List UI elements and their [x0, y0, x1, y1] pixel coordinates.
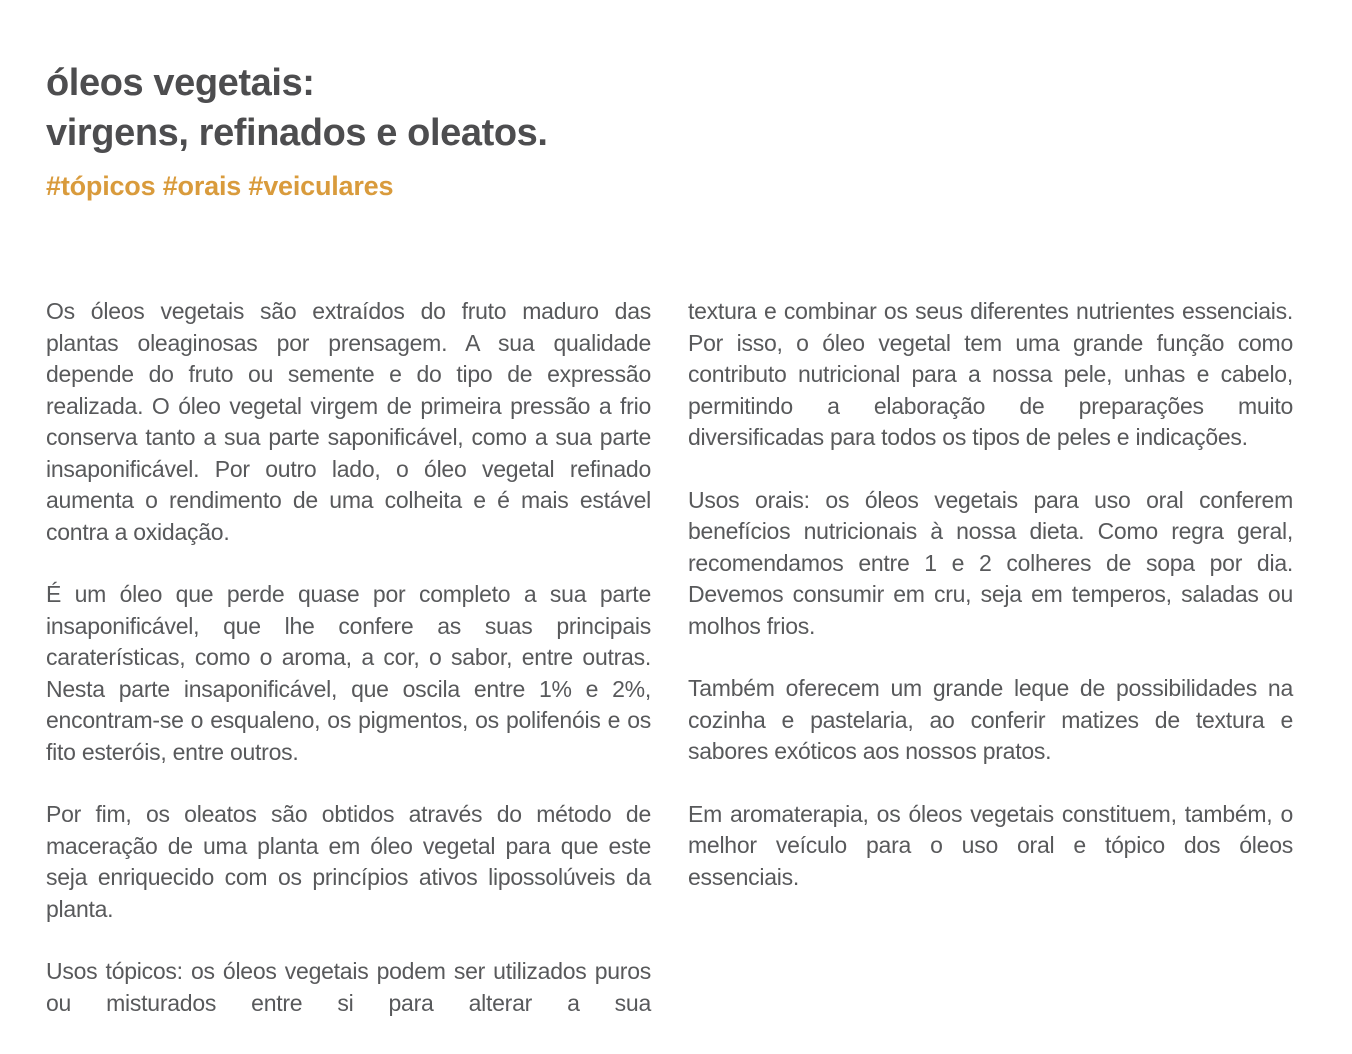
paragraph-oils-extraction: Os óleos vegetais são extraídos do fruto maduro das plantas oleaginosas por prensagem. A sua qualidade depende do fruto ou semente e do tipo de expressão realizada. O óleo vegetal virgem de primeira pressão a frio conserva tanto a sua parte saponificável, como a sua parte insaponificável. Por outro lado, o óleo vegetal refinado aumenta o rendimento de uma colheita e é mais estável contra a oxidação.	[46, 298, 651, 545]
page-title	[46, 58, 548, 158]
column-right	[688, 296, 1293, 1019]
column-left	[46, 296, 651, 1019]
hashtag-line: #tópicos #orais #veiculares	[46, 171, 394, 201]
paragraph-unsaponifiable: É um óleo que perde quase por completo a sua parte insaponificável, que lhe confere as suas principais caraterísticas, como o aroma, a cor, o sabor, entre outras. Nesta parte insaponificável, que oscila entre 1% e 2%, encontram-se o esqualeno, os pigmentos, os polifenóis e os fito esteróis, entre outros.	[46, 581, 651, 765]
paragraph-cooking: Também oferecem um grande leque de possibilidades na cozinha e pastelaria, ao conferir matizes de textura e sabores exóticos aos nossos pratos.	[688, 675, 1293, 764]
article-header	[46, 58, 548, 202]
paragraph-aromatherapy: Em aromaterapia, os óleos vegetais constituem, também, o melhor veículo para o uso oral e tópico dos óleos essenciais.	[688, 800, 1293, 890]
article-body	[46, 296, 1293, 1019]
page-title-line-2: virgens, refinados e oleatos.	[46, 112, 548, 154]
page-title-line-1: óleos vegetais:	[46, 62, 315, 104]
paragraph-topical-uses-start: Usos tópicos: os óleos vegetais podem ser utilizados puros ou misturados entre si para alterar a sua	[46, 958, 651, 1016]
paragraph-oleates: Por fim, os oleatos são obtidos através do método de maceração de uma planta em óleo vegetal para que este seja enriquecido com os princípios ativos lipossolúveis da planta.	[46, 801, 651, 922]
paragraph-topical-uses-continued: textura e combinar os seus diferentes nutrientes essenciais. Por isso, o óleo vegetal tem uma grande função como contributo nutricional para a nossa pele, unhas e cabelo, permitindo a elaboração de preparações muito diversificadas para todos os tipos de peles e indicações.	[688, 298, 1293, 450]
paragraph-oral-uses: Usos orais: os óleos vegetais para uso oral conferem benefícios nutricionais à nossa dieta. Como regra geral, recomendamos entre 1 e 2 colheres de sopa por dia. Devemos consumir em cru, seja em temperos, saladas ou molhos frios.	[688, 486, 1293, 639]
